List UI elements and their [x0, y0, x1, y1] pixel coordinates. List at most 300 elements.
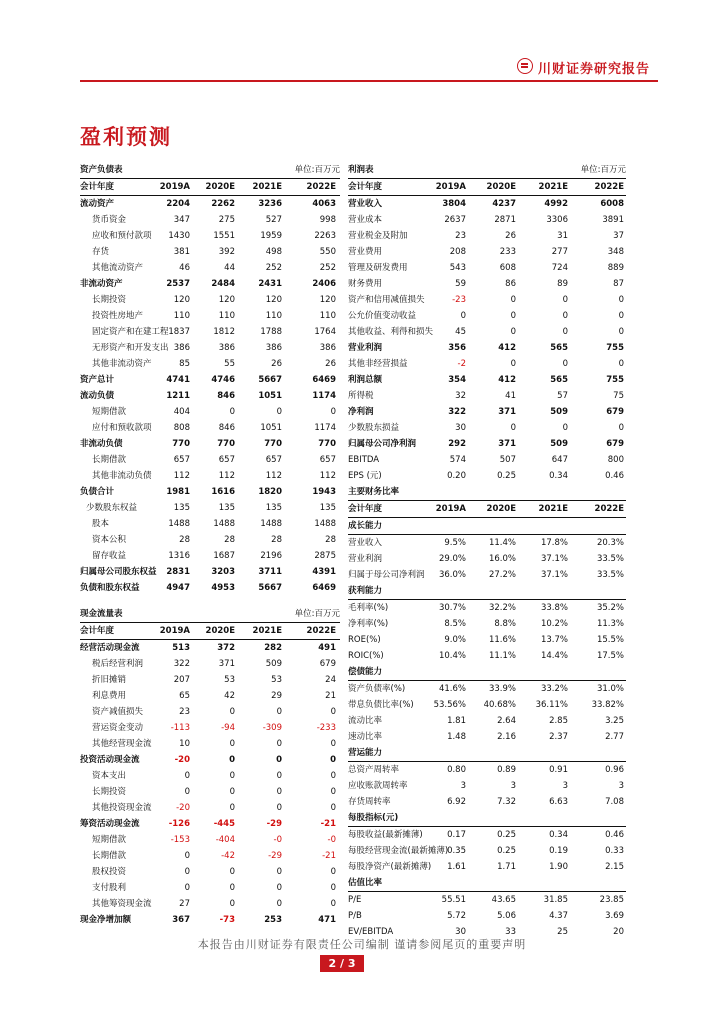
table-row: [80, 212, 340, 228]
row-value: 608: [499, 263, 516, 273]
row-value: 4741: [166, 375, 190, 385]
header-year: 2020E: [486, 504, 516, 514]
row-value: 4947: [166, 583, 190, 593]
row-label: 短期借款: [92, 407, 127, 417]
row-label: 少数股东损益: [348, 423, 400, 433]
row-value: 1211: [166, 391, 190, 401]
table-row: [348, 420, 626, 436]
row-value: 800: [607, 455, 624, 465]
row-label: 偿债能力: [348, 667, 383, 677]
footer-disclaimer: 本报告由川财证券有限责任公司编制 谨请参阅尾页的重要声明: [197, 938, 527, 951]
row-value: 4746: [211, 375, 235, 385]
row-value: -29: [266, 819, 282, 829]
table-row: [80, 672, 340, 688]
row-value: 1616: [211, 487, 235, 497]
row-value: 1.48: [447, 732, 466, 742]
table-row: [80, 276, 340, 292]
row-value: 87: [613, 279, 624, 289]
row-value: 0.20: [447, 471, 466, 481]
table-row: [80, 656, 340, 672]
row-label: 其他流动资产: [92, 263, 144, 273]
financial-ratios-table: [348, 484, 626, 940]
row-value: 6008: [600, 199, 624, 209]
row-value: 65: [179, 691, 190, 701]
row-value: 1764: [314, 327, 336, 337]
table-row: [80, 752, 340, 768]
row-value: 33.5%: [596, 554, 624, 564]
row-label: 财务费用: [348, 279, 383, 289]
row-value: 1687: [213, 551, 235, 561]
row-label: 存货周转率: [348, 797, 391, 807]
row-value: 386: [319, 343, 336, 353]
table-row: [348, 908, 626, 924]
row-value: 3891: [602, 215, 624, 225]
row-value: 207: [173, 675, 190, 685]
row-value: 110: [173, 311, 190, 321]
table-row: [348, 388, 626, 404]
row-label: 营业收入: [348, 199, 383, 209]
row-value: -20: [174, 755, 190, 765]
row-value: 233: [499, 247, 516, 257]
row-value: 1.81: [447, 716, 466, 726]
table-row: [348, 632, 626, 648]
row-value: 0: [618, 327, 624, 337]
row-value: 16.0%: [488, 554, 516, 564]
table-title: 现金流量表: [80, 609, 123, 619]
row-label: 固定资产和在建工程: [92, 327, 169, 337]
row-value: 1959: [260, 231, 282, 241]
row-label: P/B: [348, 911, 362, 921]
row-value: 412: [498, 343, 516, 353]
row-value: 2875: [314, 551, 336, 561]
row-label: 其他非经营损益: [348, 359, 408, 369]
row-value: 1820: [258, 487, 282, 497]
row-value: 509: [265, 659, 282, 669]
table-row: [80, 532, 340, 548]
row-value: 21: [325, 691, 336, 701]
row-value: 29: [271, 691, 282, 701]
header-year: 2020E: [205, 626, 235, 636]
row-value: -445: [213, 819, 235, 829]
row-label: 其他非流动负债: [92, 471, 152, 481]
table-row: [348, 810, 626, 827]
row-label: 利息费用: [92, 691, 127, 701]
row-value: 565: [550, 343, 568, 353]
row-value: 1488: [260, 519, 282, 529]
row-value: 23: [179, 707, 190, 717]
row-value: 348: [607, 247, 624, 257]
row-label: 归属母公司股东权益: [80, 567, 157, 577]
header-year: 2019A: [435, 182, 466, 192]
row-value: 11.4%: [488, 538, 516, 548]
row-value: 322: [173, 659, 190, 669]
row-value: 0: [330, 755, 336, 765]
row-value: 770: [264, 439, 282, 449]
row-value: 57: [557, 391, 568, 401]
row-value: -153: [170, 835, 190, 845]
row-value: 657: [173, 455, 190, 465]
row-value: 1174: [314, 423, 336, 433]
row-label: 每股净资产(最新摊薄): [348, 862, 432, 872]
row-value: 5.06: [497, 911, 516, 921]
row-value: 23.85: [599, 895, 624, 905]
table-row: [348, 713, 626, 729]
row-value: 0: [276, 739, 282, 749]
table-row: [80, 864, 340, 880]
row-label: 每股指标(元): [348, 813, 399, 823]
header-year: 2022E: [306, 182, 336, 192]
row-value: -21: [322, 851, 336, 861]
table-row: [348, 404, 626, 420]
table-row: [80, 372, 340, 388]
table-row: [80, 800, 340, 816]
row-value: 846: [217, 391, 235, 401]
row-value: 8.5%: [444, 619, 466, 629]
row-value: 550: [319, 247, 336, 257]
row-value: 26: [325, 359, 336, 369]
row-value: 292: [448, 439, 466, 449]
row-value: 3.25: [605, 716, 624, 726]
row-value: 28: [224, 535, 235, 545]
row-label: 筹资活动现金流: [80, 819, 140, 829]
table-unit: 单位:百万元: [294, 609, 340, 619]
row-value: 3: [510, 781, 516, 791]
row-value: 0: [330, 407, 336, 417]
row-value: 1488: [213, 519, 235, 529]
row-value: 1174: [312, 391, 336, 401]
row-value: 5667: [258, 583, 282, 593]
table-row: [348, 567, 626, 583]
row-value: -309: [262, 723, 282, 733]
row-label: 所得税: [348, 391, 374, 401]
row-value: 3804: [442, 199, 466, 209]
row-value: 112: [319, 471, 336, 481]
row-value: -404: [215, 835, 235, 845]
row-value: 15.5%: [596, 635, 624, 645]
table-row: [80, 436, 340, 452]
table-row: [348, 276, 626, 292]
row-value: 252: [319, 263, 336, 273]
row-value: 120: [173, 295, 190, 305]
row-value: 46: [179, 263, 190, 273]
row-value: 8.8%: [494, 619, 516, 629]
table-header-row: [80, 179, 340, 196]
row-value: 282: [264, 643, 282, 653]
row-value: 2831: [166, 567, 190, 577]
row-value: 371: [498, 439, 516, 449]
table-row: [348, 729, 626, 745]
header-year: 2019A: [159, 182, 190, 192]
row-label: 净利率(%): [348, 619, 389, 629]
row-value: 9.5%: [444, 538, 466, 548]
row-value: 3236: [258, 199, 282, 209]
table-row: [80, 832, 340, 848]
row-value: 0: [276, 787, 282, 797]
row-label: 货币资金: [92, 215, 127, 225]
table-row: [348, 292, 626, 308]
row-value: 0: [229, 739, 235, 749]
row-value: 386: [173, 343, 190, 353]
header-year: 2021E: [538, 504, 568, 514]
table-title: 主要财务比率: [348, 487, 400, 497]
row-value: 770: [318, 439, 336, 449]
row-value: 0: [184, 883, 190, 893]
row-label: 每股经营现金流(最新摊薄): [348, 846, 449, 856]
row-value: 110: [218, 311, 235, 321]
table-row: [348, 468, 626, 484]
row-value: 4063: [312, 199, 336, 209]
row-value: 55.51: [441, 895, 466, 905]
row-value: 86: [505, 279, 516, 289]
row-value: -42: [221, 851, 235, 861]
row-value: 846: [218, 423, 235, 433]
row-label: 应付和预收款项: [92, 423, 152, 433]
row-value: 2.37: [549, 732, 568, 742]
row-value: 25: [557, 927, 568, 937]
row-value: 0: [276, 867, 282, 877]
row-value: 275: [218, 215, 235, 225]
header-year: 2022E: [306, 626, 336, 636]
row-value: 0: [184, 867, 190, 877]
table-row: [348, 324, 626, 340]
row-value: 120: [319, 295, 336, 305]
brand-logo-icon: [517, 58, 533, 74]
table-row: [348, 535, 626, 551]
row-label: 留存收益: [92, 551, 127, 561]
row-value: 30: [455, 927, 466, 937]
row-value: 0: [330, 899, 336, 909]
row-label: 应收和预付款项: [92, 231, 152, 241]
table-title-row: [348, 162, 626, 179]
row-value: 37.1%: [540, 570, 568, 580]
table-row: [80, 848, 340, 864]
row-value: 755: [606, 343, 624, 353]
row-value: 1488: [168, 519, 190, 529]
row-value: 33.5%: [596, 570, 624, 580]
row-label: 归属于母公司净利润: [348, 570, 425, 580]
row-value: -94: [221, 723, 235, 733]
table-row: [348, 794, 626, 810]
row-value: 6469: [312, 583, 336, 593]
table-row: [348, 356, 626, 372]
row-value: 1051: [260, 423, 282, 433]
row-label: 速动比率: [348, 732, 383, 742]
row-value: 0: [510, 423, 516, 433]
table-row: [348, 551, 626, 567]
row-value: 889: [607, 263, 624, 273]
row-value: 135: [173, 503, 190, 513]
row-value: 0: [330, 883, 336, 893]
table-row: [80, 388, 340, 404]
row-value: 657: [218, 455, 235, 465]
row-value: 0.96: [605, 765, 624, 775]
row-value: 0: [229, 899, 235, 909]
row-value: 1812: [213, 327, 235, 337]
table-header-row: [348, 501, 626, 518]
row-value: 135: [265, 503, 282, 513]
table-row: [80, 260, 340, 276]
row-label: 资本支出: [92, 771, 127, 781]
row-value: 43.65: [491, 895, 516, 905]
row-value: 3711: [258, 567, 282, 577]
header-year: 2022E: [594, 182, 624, 192]
row-value: 2537: [166, 279, 190, 289]
row-value: -0: [273, 835, 282, 845]
row-value: 2431: [258, 279, 282, 289]
row-value: 31: [557, 231, 568, 241]
row-value: 0: [460, 311, 466, 321]
table-title-row: [80, 162, 340, 179]
row-value: -29: [268, 851, 282, 861]
row-value: 0: [510, 327, 516, 337]
row-value: 527: [265, 215, 282, 225]
row-label: 资产和信用减值损失: [348, 295, 425, 305]
row-label: 利润总额: [348, 375, 383, 385]
table-row: [80, 736, 340, 752]
header-label: 会计年度: [348, 182, 383, 192]
row-value: 0.34: [549, 830, 568, 840]
table-row: [80, 244, 340, 260]
row-value: 679: [319, 659, 336, 669]
row-value: 120: [218, 295, 235, 305]
row-value: 0.46: [605, 830, 624, 840]
row-value: 208: [449, 247, 466, 257]
row-value: 53.56%: [433, 700, 466, 710]
row-value: 0: [562, 295, 568, 305]
table-row: [80, 768, 340, 784]
row-label: 每股收益(最新摊薄): [348, 830, 423, 840]
table-row: [80, 880, 340, 896]
row-value: 404: [173, 407, 190, 417]
row-value: 0: [276, 771, 282, 781]
row-value: 0: [276, 707, 282, 717]
table-row: [348, 452, 626, 468]
row-value: 574: [449, 455, 466, 465]
brand-name: 川财证券研究报告: [538, 62, 651, 77]
row-label: 其他收益、利得和损失: [348, 327, 434, 337]
row-value: 0.46: [605, 471, 624, 481]
header-rule: [80, 80, 658, 82]
row-value: 381: [173, 247, 190, 257]
row-label: 现金净增加额: [80, 915, 132, 925]
row-value: 20: [613, 927, 624, 937]
row-label: 成长能力: [348, 521, 383, 531]
row-value: 36.0%: [438, 570, 466, 580]
row-value: 32.2%: [488, 603, 516, 613]
row-label: P/E: [348, 895, 362, 905]
row-value: 724: [551, 263, 568, 273]
row-value: 0: [229, 707, 235, 717]
row-label: 非流动负债: [80, 439, 123, 449]
row-value: 2871: [494, 215, 516, 225]
row-label: 毛利率(%): [348, 603, 389, 613]
table-title-row: [80, 606, 340, 623]
table-row: [348, 228, 626, 244]
row-value: 0: [330, 867, 336, 877]
row-value: 85: [179, 359, 190, 369]
table-row: [348, 648, 626, 664]
row-value: 1788: [260, 327, 282, 337]
table-row: [348, 697, 626, 713]
row-value: 28: [325, 535, 336, 545]
row-value: 112: [218, 471, 235, 481]
row-value: -0: [327, 835, 336, 845]
header-year: 2021E: [538, 182, 568, 192]
row-value: 45: [455, 327, 466, 337]
row-value: 0.33: [605, 846, 624, 856]
row-value: 386: [218, 343, 235, 353]
table-row: [80, 516, 340, 532]
row-value: 23: [455, 231, 466, 241]
row-value: 26: [271, 359, 282, 369]
table-row: [348, 859, 626, 875]
row-value: 0: [276, 899, 282, 909]
header-year: 2020E: [205, 182, 235, 192]
row-label: ROIC(%): [348, 651, 384, 661]
row-value: 1981: [166, 487, 190, 497]
row-value: 33.82%: [591, 700, 624, 710]
row-label: 负债合计: [80, 487, 115, 497]
row-value: 59: [455, 279, 466, 289]
row-label: ROE(%): [348, 635, 381, 645]
row-value: 755: [606, 375, 624, 385]
row-value: -126: [168, 819, 190, 829]
table-row: [80, 196, 340, 212]
table-row: [348, 196, 626, 212]
row-value: 6.63: [549, 797, 568, 807]
header-label: 会计年度: [348, 504, 383, 514]
table-row: [80, 484, 340, 500]
row-value: 3306: [546, 215, 568, 225]
row-label: 获利能力: [348, 586, 383, 596]
table-row: [80, 704, 340, 720]
table-row: [80, 452, 340, 468]
row-value: 1943: [312, 487, 336, 497]
row-value: 277: [551, 247, 568, 257]
row-value: 513: [172, 643, 190, 653]
row-value: 0: [510, 295, 516, 305]
table-header-row: [348, 179, 626, 196]
row-value: -73: [219, 915, 235, 925]
table-row: [348, 260, 626, 276]
row-value: 112: [265, 471, 282, 481]
row-label: 带息负债比率(%): [348, 700, 414, 710]
row-value: 507: [499, 455, 516, 465]
row-value: 0: [229, 755, 235, 765]
header-label: 会计年度: [80, 182, 115, 192]
row-value: 2196: [260, 551, 282, 561]
row-value: 33.2%: [540, 684, 568, 694]
row-value: 7.32: [497, 797, 516, 807]
table-row: [80, 420, 340, 436]
row-label: EV/EBITDA: [348, 927, 394, 937]
table-row: [348, 436, 626, 452]
row-value: 0.25: [497, 846, 516, 856]
row-value: 509: [550, 407, 568, 417]
row-value: 41.6%: [438, 684, 466, 694]
row-value: 2262: [211, 199, 235, 209]
table-row: [80, 500, 340, 516]
row-value: 356: [448, 343, 466, 353]
row-value: 252: [265, 263, 282, 273]
row-label: 公允价值变动收益: [348, 311, 417, 321]
row-value: 2637: [444, 215, 466, 225]
table-row: [348, 212, 626, 228]
row-value: 491: [318, 643, 336, 653]
row-label: 营运资金变动: [92, 723, 144, 733]
row-value: 10.2%: [540, 619, 568, 629]
row-value: 0: [618, 295, 624, 305]
